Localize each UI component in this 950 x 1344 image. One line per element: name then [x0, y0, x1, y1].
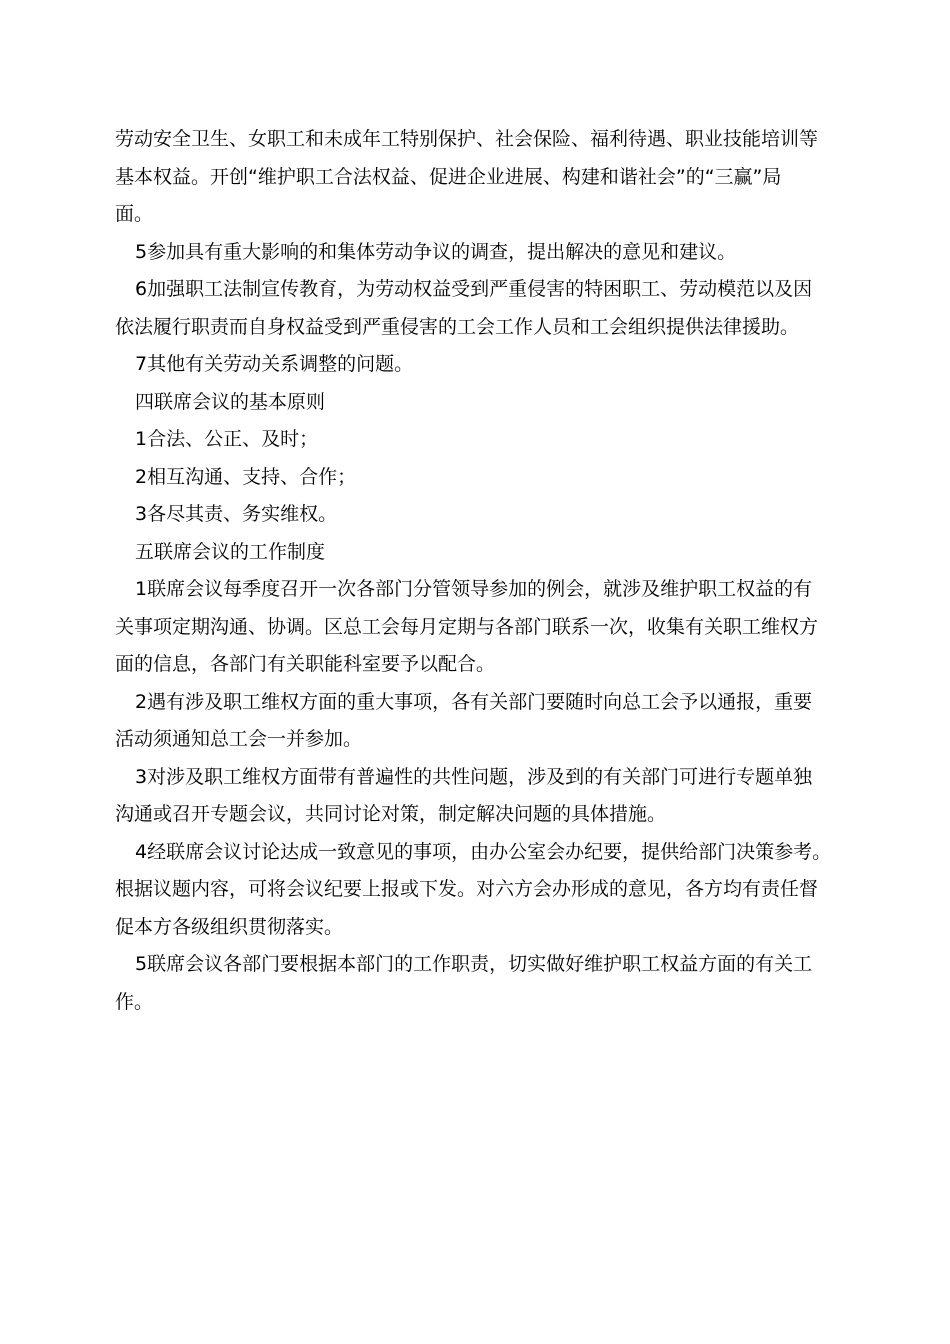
body-line: 5联席会议各部门要根据本部门的工作职责，切实做好维护职工权益方面的有关工 [135, 953, 813, 975]
body-line: 3各尽其责、务实维权。 [135, 503, 338, 525]
body-line: 劳动安全卫生、女职工和未成年工特别保护、社会保险、福利待遇、职业技能培训等 [115, 128, 819, 150]
document-body [115, 121, 850, 1021]
body-line: 1合法、公正、及时； [135, 428, 319, 450]
body-line: 面。 [115, 203, 154, 225]
body-line: 沟通或召开专题会议，共同讨论对策，制定解决问题的具体措施。 [115, 803, 667, 825]
body-line: 基本权益。开创“维护职工合法权益、促进企业进展、构建和谐社会”的“三赢”局 [115, 165, 782, 188]
body-line: 2相互沟通、支持、合作； [135, 465, 357, 488]
body-line: 6加强职工法制宣传教育，为劳动权益受到严重侵害的特困职工、劳动模范以及因 [135, 278, 813, 300]
body-line: 促本方各级组织贯彻落实。 [115, 915, 344, 938]
body-line: 3对涉及职工维权方面带有普遍性的共性问题，涉及到的有关部门可进行专题单独 [135, 765, 813, 788]
body-line: 面的信息，各部门有关职能科室要予以配合。 [115, 653, 496, 675]
body-line: 作。 [115, 990, 154, 1013]
body-line: 4经联席会议讨论达成一致意见的事项，由办公室会办纪要，提供给部门决策参考。 [135, 840, 832, 863]
section-heading: 四联席会议的基本原则 [135, 390, 326, 413]
body-line: 关事项定期沟通、协调。区总工会每月定期与各部门联系一次，收集有关职工维权方 [115, 615, 819, 638]
body-line: 2遇有涉及职工维权方面的重大事项，各有关部门要随时向总工会予以通报，重要 [135, 690, 813, 713]
section-heading: 五联席会议的工作制度 [135, 540, 326, 563]
body-line: 根据议题内容，可将会议纪要上报或下发。对六方会办形成的意见，各方均有责任督 [115, 878, 819, 900]
body-line: 7其他有关劳动关系调整的问题。 [135, 353, 414, 375]
body-line: 1联席会议每季度召开一次各部门分管领导参加的例会，就涉及维护职工权益的有 [135, 578, 813, 600]
body-line: 依法履行职责而自身权益受到严重侵害的工会工作人员和工会组织提供法律援助。 [115, 315, 800, 338]
body-line: 活动须通知总工会一并参加。 [115, 728, 363, 750]
body-line: 5参加具有重大影响的和集体劳动争议的调查，提出解决的意见和建议。 [135, 240, 737, 263]
